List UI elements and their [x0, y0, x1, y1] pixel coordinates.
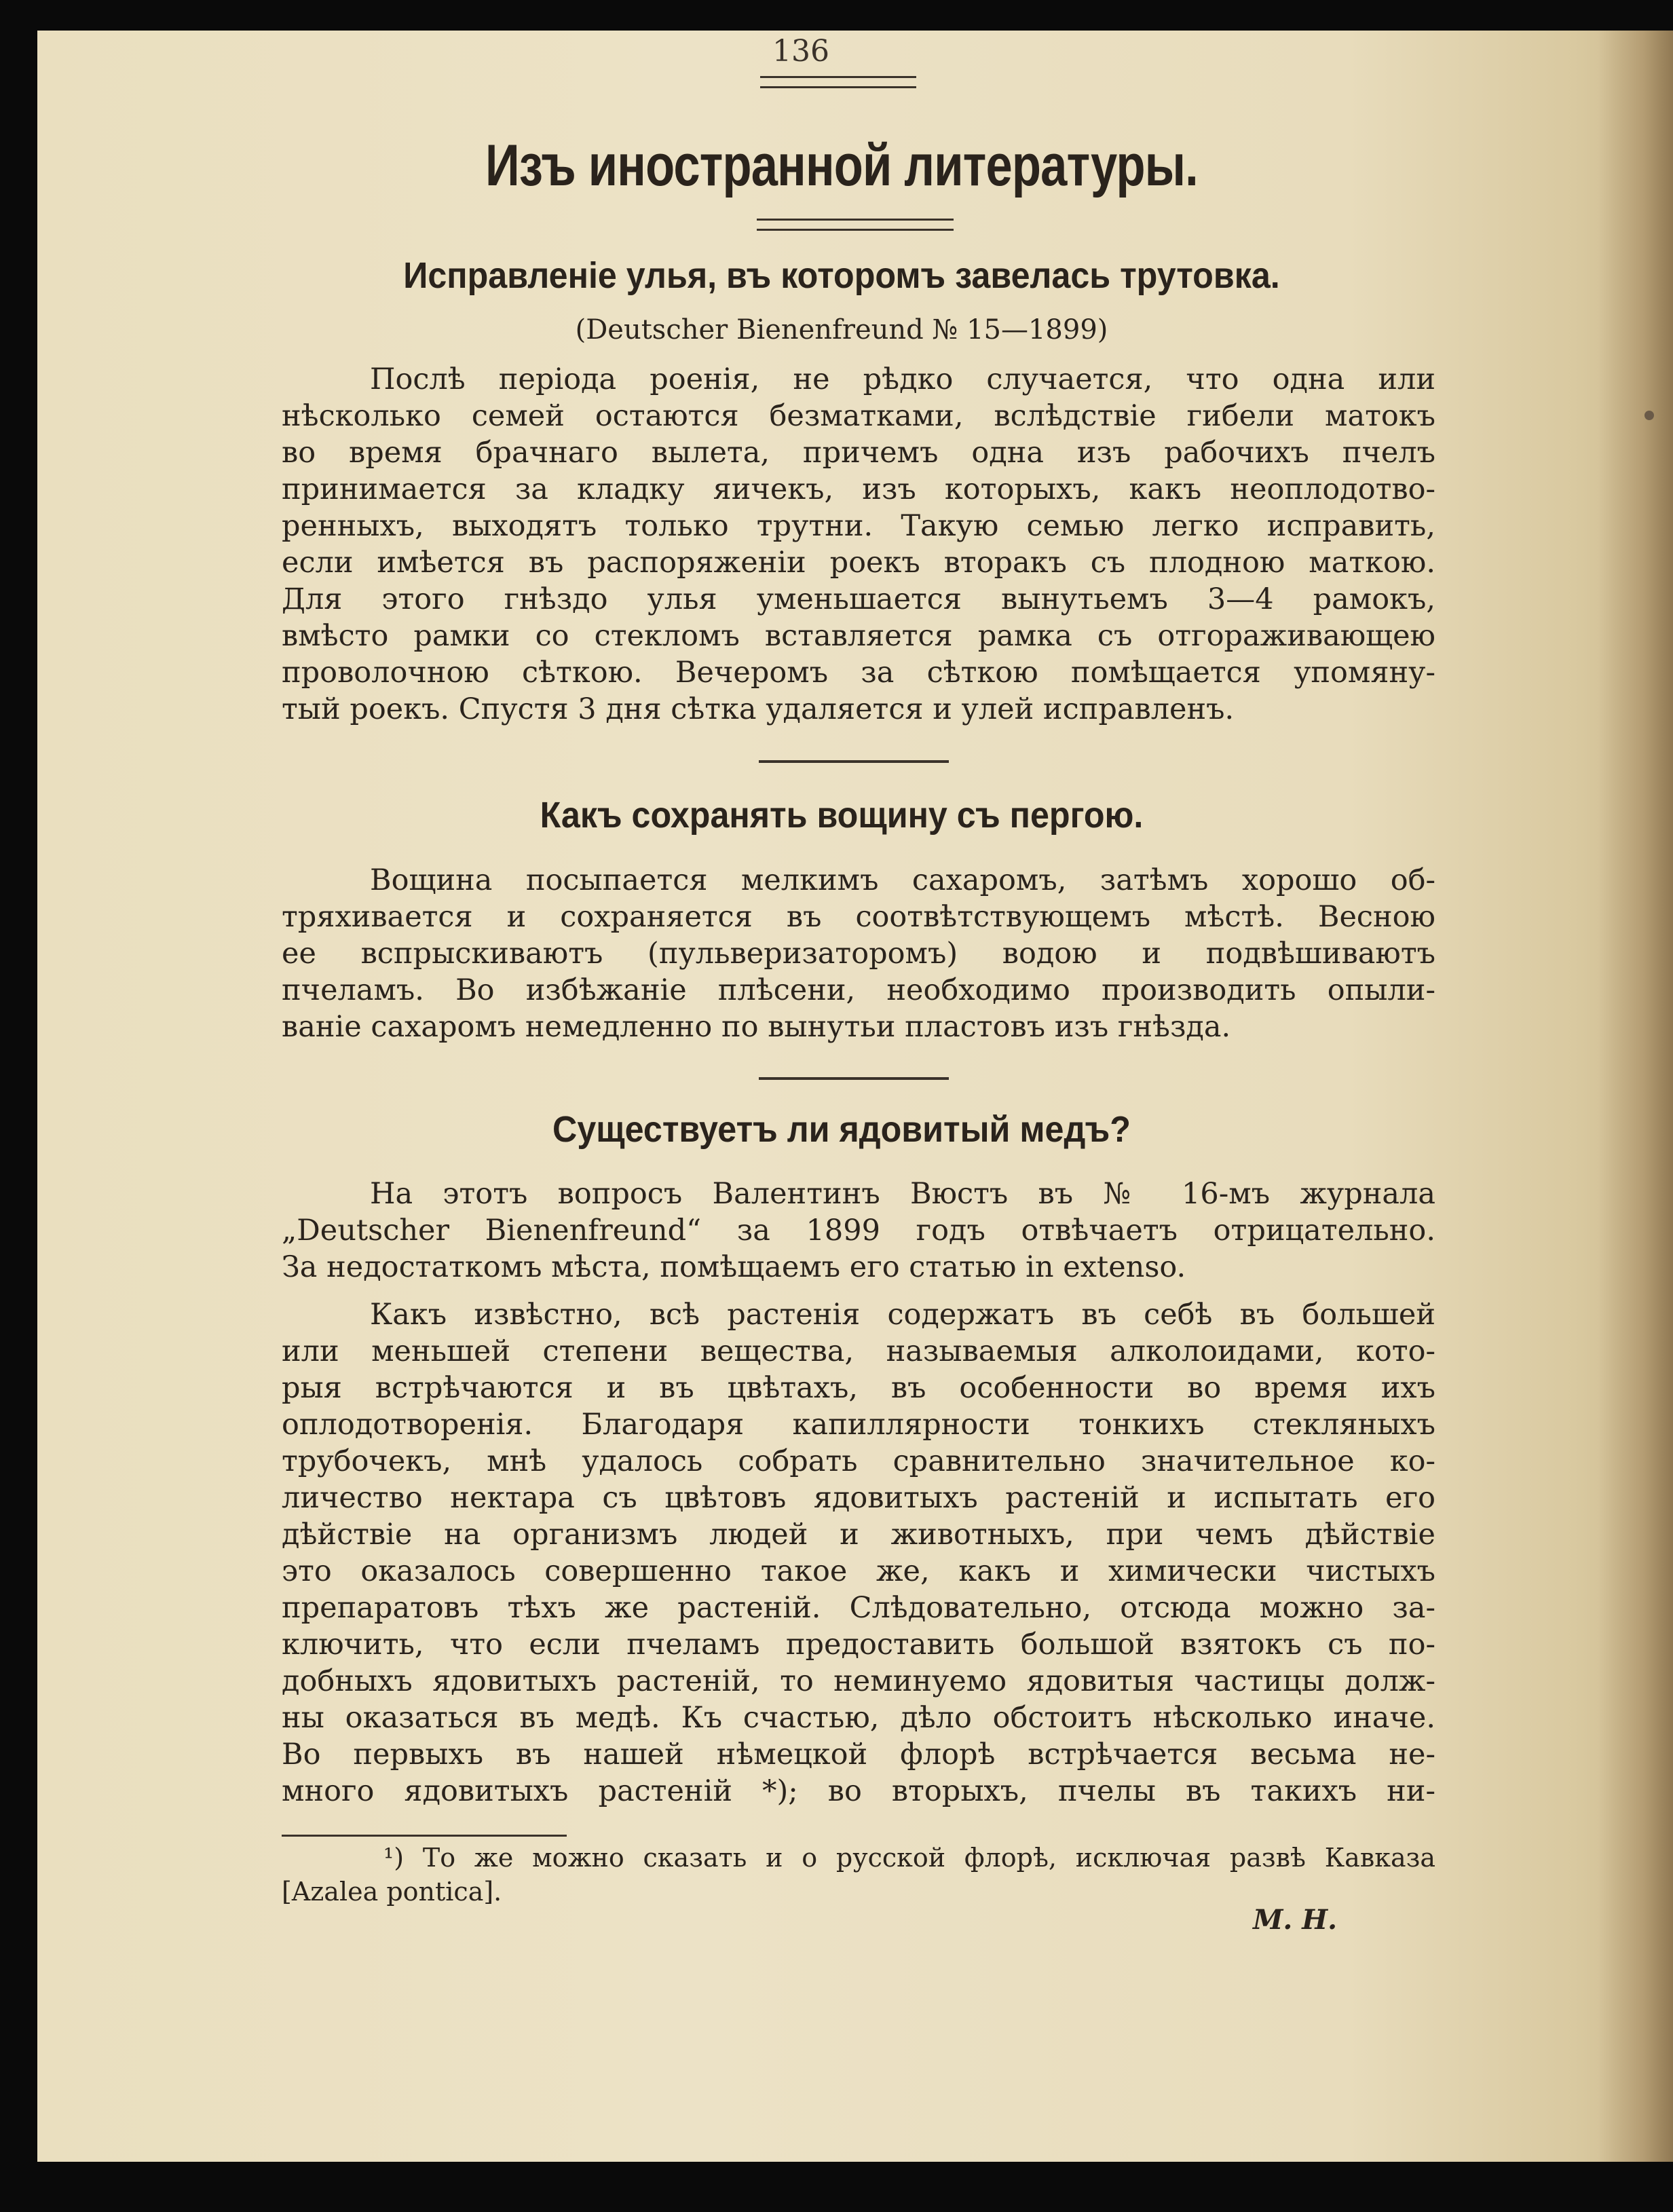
text-line: если имѣется въ распоряженіи роекъ вторакъ съ плодною маткою.	[282, 546, 1435, 580]
text-line: Послѣ періода роенія, не рѣдко случается, что одна или	[370, 362, 1435, 396]
main-title: Изъ иностранной литературы.	[485, 133, 1198, 198]
section-title-3: Существуетъ ли ядовитый медъ?	[552, 1109, 1131, 1150]
section-3-paragraph-2	[282, 1296, 1435, 1810]
footnote-line: ¹) То же можно сказать и о русской флорѣ, исключая развѣ Кавказа	[383, 1843, 1435, 1873]
text-line: дѣйствіе на организмъ людей и животныхъ, при чемъ дѣйствіе	[282, 1518, 1435, 1552]
text-line: Вощина посыпается мелкимъ сахаромъ, затѣмъ хорошо об-	[370, 863, 1435, 897]
text-line: это оказалось совершенно такое же, какъ и химически чистыхъ	[282, 1554, 1435, 1588]
section-3-paragraph-1	[282, 1176, 1435, 1286]
text-line: пчеламъ. Во избѣжаніе плѣсени, необходимо производить опыли-	[282, 973, 1435, 1007]
page-number-rule	[760, 76, 916, 88]
text-line: „Deutscher Bienenfreund“ за 1899 годъ отвѣчаетъ отрицательно.	[282, 1214, 1435, 1248]
page-number: 136	[772, 34, 829, 69]
section-title-2: Какъ сохранять вощину съ пергою.	[540, 795, 1144, 836]
text-line: тряхивается и сохраняется въ соотвѣтствующемъ мѣстѣ. Весною	[282, 900, 1435, 934]
text-line: или меньшей степени вещества, называемыя алколоидами, кото-	[282, 1334, 1435, 1368]
text-line: ренныхъ, выходятъ только трутни. Такую семью легко исправить,	[282, 509, 1435, 543]
text-line: За недостаткомъ мѣста, помѣщаемъ его статью in extenso.	[282, 1250, 1186, 1284]
main-title-rule	[757, 219, 954, 231]
text-line: ваніе сахаромъ немедленно по вынутьи пластовъ изъ гнѣзда.	[282, 1010, 1231, 1044]
footnote-rule	[282, 1835, 567, 1837]
section-title-1: Исправленіе улья, въ которомъ завелась трутовка.	[403, 255, 1280, 296]
section-2-paragraph	[282, 862, 1435, 1045]
text-line: добныхъ ядовитыхъ растеній, то неминуемо ядовитыя частицы долж-	[282, 1664, 1435, 1698]
text-line: трубочекъ, мнѣ удалось собрать сравнительно значительное ко-	[282, 1444, 1435, 1478]
text-line: Для этого гнѣздо улья уменьшается вынутьемъ 3—4 рамокъ,	[282, 582, 1435, 616]
text-line: Какъ извѣстно, всѣ растенія содержатъ въ себѣ въ большей	[370, 1298, 1435, 1332]
text-line: Во первыхъ въ нашей нѣмецкой флорѣ встрѣчается весьма не-	[282, 1738, 1435, 1772]
section-1-source: (Deutscher Bienenfreund № 15—1899)	[575, 314, 1108, 345]
text-line: нѣсколько семей остаются безматками, вслѣдствіе гибели матокъ	[282, 399, 1435, 433]
text-line: проволочною сѣткою. Вечеромъ за сѣткою помѣщается упомяну-	[282, 656, 1435, 690]
text-line: препаратовъ тѣхъ же растеній. Слѣдовательно, отсюда можно за-	[282, 1591, 1435, 1625]
text-line: вмѣсто рамки со стекломъ вставляется рамка съ отгораживающею	[282, 619, 1435, 653]
section-divider-1	[759, 760, 949, 763]
text-line: оплодотворенія. Благодаря капиллярности тонкихъ стекляныхъ	[282, 1408, 1435, 1442]
page-binding-shadow	[1598, 31, 1673, 2162]
text-line: во время брачнаго вылета, причемъ одна изъ рабочихъ пчелъ	[282, 436, 1435, 470]
section-divider-2	[759, 1077, 949, 1080]
text-line: тый роекъ. Спустя 3 дня сѣтка удаляется и улей исправленъ.	[282, 692, 1235, 726]
footnote-line: [Azalea pontica].	[282, 1877, 502, 1907]
text-line: ее вспрыскиваютъ (пульверизаторомъ) водою и подвѣшиваютъ	[282, 937, 1435, 971]
margin-dot	[1644, 411, 1654, 420]
text-line: рыя встрѣчаются и въ цвѣтахъ, въ особенности во время ихъ	[282, 1371, 1435, 1405]
footnote	[282, 1841, 1435, 1909]
text-line: ключить, что если пчеламъ предоставить большой взятокъ съ по-	[282, 1628, 1435, 1662]
signature: М. Н.	[1253, 1904, 1337, 1936]
text-line: принимается за кладку яичекъ, изъ которыхъ, какъ неоплодотво-	[282, 472, 1435, 506]
text-line: много ядовитыхъ растеній *); во вторыхъ, пчелы въ такихъ ни-	[282, 1774, 1435, 1808]
text-line: личество нектара съ цвѣтовъ ядовитыхъ растеній и испытать его	[282, 1481, 1435, 1515]
text-line: На этотъ вопросъ Валентинъ Вюстъ въ № 16-мъ журнала	[370, 1177, 1435, 1211]
text-line: ны оказаться въ медѣ. Къ счастью, дѣло обстоитъ нѣсколько иначе.	[282, 1701, 1435, 1735]
section-1-paragraph	[282, 361, 1435, 728]
